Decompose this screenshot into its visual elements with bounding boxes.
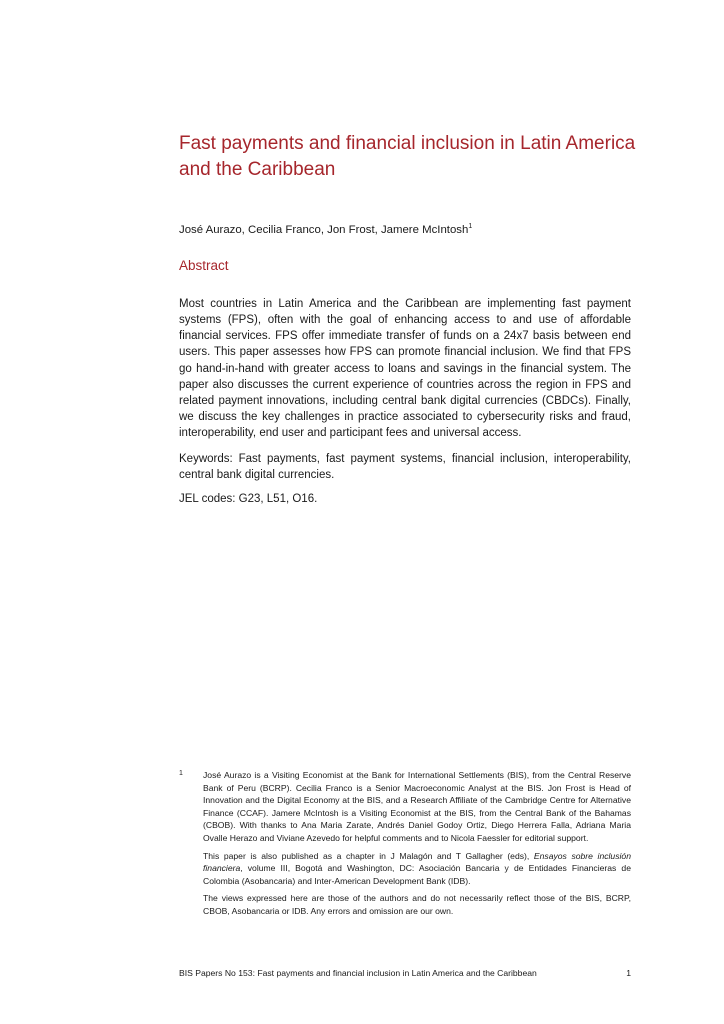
jel-codes: JEL codes: G23, L51, O16.: [179, 493, 318, 505]
footnote-paragraph-publication: [203, 850, 631, 888]
abstract-text: Most countries in Latin America and the Caribbean are implementing fast payment systems (FPS), often with the goal of enhancing access to and use of affordable financial services. FPS offer immediate transfer of funds on a 24x7 basis between end users. This paper assesses how FPS can promote financial inclusion. We find that FPS go hand-in-hand with greater access to loans and savings in the financial system. The paper also discusses the current experience of countries across the region in FPS and related payment innovations, including central bank digital currencies (CBDCs). Finally, we discuss the key challenges in practice associated to cybersecurity risks and fraud, interoperability, end user and participant fees and universal access.: [179, 298, 631, 440]
publication-text-after: , volume III, Bogotá and Washington, DC: Asociación Bancaria y de Entidades Financieras de Colombia (Asobancaria) and Inter-American Development Bank (IDB).: [203, 863, 631, 886]
author-footnote-mark[interactable]: 1: [468, 223, 473, 230]
publication-text-before: This paper is also published as a chapter in J Malagón and T Gallagher (eds),: [203, 850, 534, 861]
page-number: 1: [626, 968, 631, 978]
abstract-heading: Abstract: [179, 258, 229, 273]
footnote-paragraph-disclaimer: The views expressed here are those of the authors and do not necessarily reflect those of the BIS, BCRP, CBOB, Asobancaria or IDB. Any errors and omission are our own.: [203, 893, 631, 916]
footnote-1: [179, 769, 631, 923]
authors-text: José Aurazo, Cecilia Franco, Jon Frost, Jamere McIntosh: [179, 224, 469, 236]
keywords: Keywords: Fast payments, fast payment systems, financial inclusion, interoperability, central bank digital currencies.: [179, 453, 631, 482]
paper-title: Fast payments and financial inclusion in Latin America and the Caribbean: [179, 133, 636, 180]
footnote-paragraph-affiliations: José Aurazo is a Visiting Economist at the Bank for International Settlements (BIS), from the Central Reserve Bank of Peru (BCRP). Cecilia Franco is a Senior Macroeconomic Analyst at the BIS. Jon Frost is Head of Innovation and the Digital Economy at the BIS, and a Research Affiliate of the Cambridge Centre for Alternative Finance (CCAF). Jamere McIntosh is a Visiting Economist at the BIS, from the Central Bank of the Bahamas (CBOB). With thanks to Ana Maria Zarate, Andrés Daniel Godoy Ortiz, Diego Herrera Falla, Adriana Maria Ovalle Herazo and Viviane Azevedo for helpful comments and to Nicola Faessler for editorial support.: [203, 770, 631, 843]
footnote-body: [203, 769, 631, 923]
page-footer: [179, 967, 631, 979]
publication-book-title: Ensayos sobre inclusión financiera: [203, 850, 631, 874]
footer-running-title: BIS Papers No 153: Fast payments and financial inclusion in Latin America and the Caribbean: [179, 968, 537, 978]
footnote-section: [179, 769, 631, 923]
author-list: [179, 219, 472, 238]
footnote-mark: 1: [179, 770, 183, 777]
